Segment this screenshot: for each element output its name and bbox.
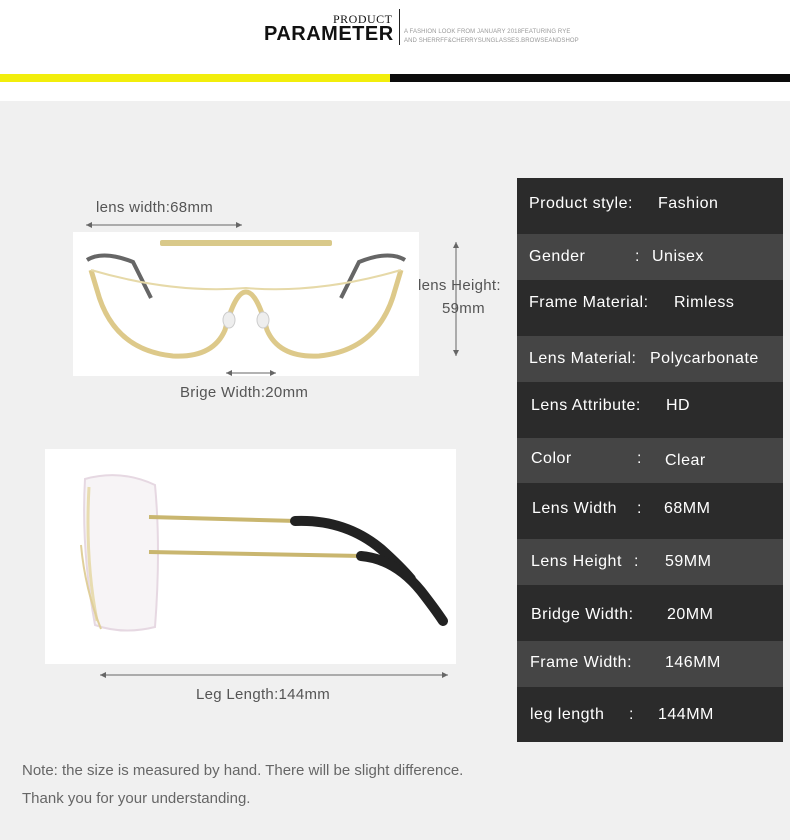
spec-value: Rimless [674, 294, 735, 311]
spec-panel [517, 178, 783, 742]
spec-separator: : [637, 500, 642, 517]
header-subtitle-line2: AND SHERRFF&CHERRYSUNGLASSES.BROWSEANDSHOP [404, 38, 579, 44]
spec-row-frame-width [517, 641, 783, 687]
spec-label: Lens Width [532, 500, 618, 517]
spec-label: Bridge Width: [531, 606, 634, 623]
spec-row-color [517, 438, 783, 483]
spec-label: Color [531, 450, 572, 467]
front-view-photo [73, 232, 419, 376]
bridge-width-label: Brige Width:20mm [180, 384, 309, 401]
header-title: PARAMETER [264, 23, 394, 45]
spec-value: HD [666, 397, 691, 414]
spec-row-lens-width [517, 483, 783, 539]
spec-value: 59MM [665, 553, 712, 570]
note-line-1: Note: the size is measured by hand. There will be slight difference. [22, 762, 464, 779]
spec-row-leg-length [517, 687, 783, 742]
spec-separator: : [634, 553, 639, 570]
header-subtitle-line1: A FASHION LOOK FROM JANUARY 2018FEATURING RYE [404, 29, 571, 35]
header [0, 0, 790, 101]
spec-label: leg length [530, 706, 605, 723]
spec-separator: : [629, 706, 634, 723]
spec-label: Frame Material: [529, 294, 649, 311]
spec-value: 146MM [665, 654, 721, 671]
spec-value: Fashion [658, 195, 719, 212]
glasses-front-image [73, 232, 419, 376]
spec-row-gender [517, 234, 783, 280]
spec-row-lens-material [517, 336, 783, 382]
header-small-label: PRODUCT [333, 12, 393, 26]
header-subtitle [404, 28, 594, 46]
spec-value: 20MM [667, 606, 714, 623]
lens-width-label: lens width:68mm [96, 199, 214, 216]
spec-value: Polycarbonate [650, 350, 759, 367]
black-stripe [390, 74, 790, 82]
spec-row-lens-attribute [517, 382, 783, 438]
spec-row-bridge-width [517, 585, 783, 641]
spec-row-product-style [517, 178, 783, 234]
yellow-stripe [0, 74, 390, 82]
spec-label: Lens Attribute: [531, 397, 641, 414]
leg-length-label: Leg Length:144mm [196, 686, 331, 703]
spec-label: Lens Height [531, 553, 622, 570]
note-line-2: Thank you for your understanding. [22, 790, 251, 807]
spec-label: Frame Width: [530, 654, 633, 671]
lens-width-arrow [84, 220, 244, 230]
glasses-side-image [45, 449, 456, 664]
spec-value: Clear [665, 452, 706, 469]
spec-separator: : [637, 450, 642, 467]
header-divider [399, 9, 400, 45]
side-view-photo [45, 449, 456, 664]
spec-row-frame-material [517, 280, 783, 336]
spec-value: Unisex [652, 248, 704, 265]
spec-label: Gender [529, 248, 586, 265]
lens-height-label: lens Height: [418, 277, 501, 294]
spec-value: 68MM [664, 500, 711, 517]
lens-height-value: 59mm [442, 300, 485, 317]
bridge-width-arrow [224, 368, 278, 378]
spec-row-lens-height [517, 539, 783, 585]
spec-separator: : [635, 248, 640, 265]
lens-height-arrow [450, 240, 462, 358]
leg-length-arrow [98, 670, 450, 680]
spec-value: 144MM [658, 706, 714, 723]
spec-label: Lens Material: [529, 350, 637, 367]
spec-label: Product style: [529, 195, 633, 212]
